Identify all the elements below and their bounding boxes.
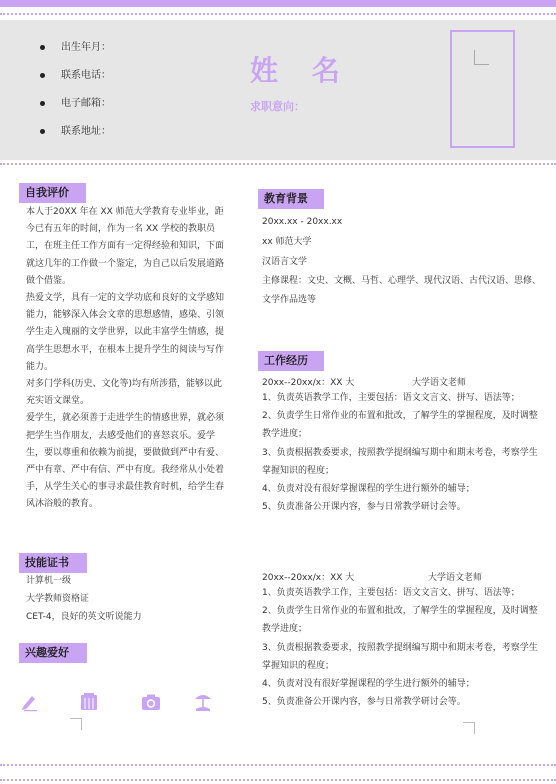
education-period: 20xx.xx - 20xx.xx — [262, 217, 343, 227]
hobbies-title: 兴趣爱好 — [19, 643, 87, 663]
self-eval-paragraph: 对多门学科(历史、文化等)均有所涉猎，能够以此充实语文课堂。 — [26, 379, 223, 407]
job-role: 大学语文老师 — [412, 378, 467, 388]
work-title: 工作经历 — [258, 351, 324, 371]
education-major: 汉语言文学 — [262, 257, 308, 267]
duty-item: 1、负责英语教学工作，主要包括：语文文言文、拼写、语法等； — [262, 393, 520, 403]
top-dotted-border — [0, 13, 556, 15]
education-body — [262, 212, 542, 310]
job-role: 大学语文老师 — [428, 573, 483, 583]
contact-list — [40, 41, 111, 153]
self-eval-paragraph: 爱学生，就必须善于走进学生的情感世界，就必须把学生当作朋友，去感受他们的喜怒哀乐。爱学生，要以尊重和依赖为前提，要做做到严中有爱、严中有章、严中有信、严中有度。我经常从小处着手，从学生关心的事寻求最佳教育时机，给学生春风沐浴般的教育。 — [26, 413, 225, 510]
beach-icon — [193, 692, 213, 712]
duty-item: 4、负责对没有很好掌握课程的学生进行额外的辅导； — [262, 484, 475, 495]
job-period: 20xx--20xx/x：XX 大 — [262, 378, 355, 388]
duty-item: 3、负责根据教委要求，按照教学提纲编写期中和期末考卷，考察学生掌握知识的程度； — [262, 642, 538, 671]
education-school: xx 师范大学 — [262, 237, 312, 247]
duty-item: 2、负责学生日常作业的布置和批改，了解学生的掌握程度，及时调整教学进度； — [262, 606, 538, 635]
contact-address: 联系地址： — [40, 125, 111, 153]
book-icon — [79, 692, 99, 712]
header-dotted-border — [0, 163, 556, 165]
bottom-dotted-border-2 — [0, 779, 556, 781]
duty-item: 5、负责准备公开课内容，参与日常教学研讨会等。 — [262, 502, 466, 513]
duty-item: 2、负责学生日常作业的布置和批改，了解学生的掌握程度，及时调整教学进度； — [262, 411, 538, 440]
self-eval-body — [26, 204, 226, 514]
duty-item: 5、负责准备公开课内容，参与日常教学研讨会等。 — [262, 697, 466, 708]
corner-mark — [463, 722, 475, 734]
skill-item: 计算机一级 — [26, 576, 72, 586]
self-eval-title: 自我评价 — [19, 183, 86, 203]
job-objective: 求职意向： — [250, 100, 305, 113]
job-period: 20xx--20xx/x：XX 大 — [262, 573, 355, 583]
job-header — [262, 375, 466, 388]
skill-item: 大学教师资格证 — [26, 594, 90, 604]
skills-title: 技能证书 — [19, 553, 87, 573]
camera-icon — [141, 692, 161, 712]
candidate-name: 姓 名 — [250, 54, 352, 87]
bottom-dotted-border — [0, 764, 556, 766]
skill-item: CET-4，良好的英文听说能力 — [26, 612, 142, 622]
pencil-icon — [20, 692, 40, 712]
contact-birth: 出生年月： — [40, 41, 111, 69]
duty-item: 4、负责对没有很好掌握课程的学生进行额外的辅导； — [262, 679, 475, 690]
job-duties — [262, 389, 540, 516]
duty-item: 1、负责英语教学工作，主要包括：语文文言文、拼写、语法等； — [262, 588, 520, 598]
education-title: 教育背景 — [258, 189, 324, 209]
contact-email: 电子邮箱： — [40, 97, 111, 125]
contact-phone: 联系电话： — [40, 69, 111, 97]
self-eval-paragraph: 热爱文学，具有一定的文学功底和良好的文学感知能力，能够深入体会文章的思想感情，感染、引领学生走入瑰丽的文学世界，以此丰富学生情感，提高学生思想水平，在根本上提升学生的阅读与写作能力。 — [26, 293, 225, 372]
skills-list — [26, 572, 226, 626]
job-header — [262, 570, 482, 583]
self-eval-paragraph: 本人于20XX 年在 XX 师范大学教育专业毕业，距今已有五年的时间，作为一名 XX 学校的教职员工，在班主任工作方面有一定得经验和知识，下面就这几年的工作做一个鉴定，为自己以后发展道路做个借鉴。 — [26, 207, 225, 286]
duty-item: 3、负责根据教委要求，按照教学提纲编写期中和期末考卷，考察学生掌握知识的程度； — [262, 447, 538, 476]
education-courses: 主修课程：文史、文概、马哲、心理学、现代汉语、古代汉语、思修、文学作品选等 — [262, 276, 542, 305]
corner-mark — [70, 718, 82, 730]
job-duties — [262, 584, 540, 711]
photo-placeholder[interactable] — [450, 30, 515, 148]
top-accent-bar — [0, 0, 556, 7]
